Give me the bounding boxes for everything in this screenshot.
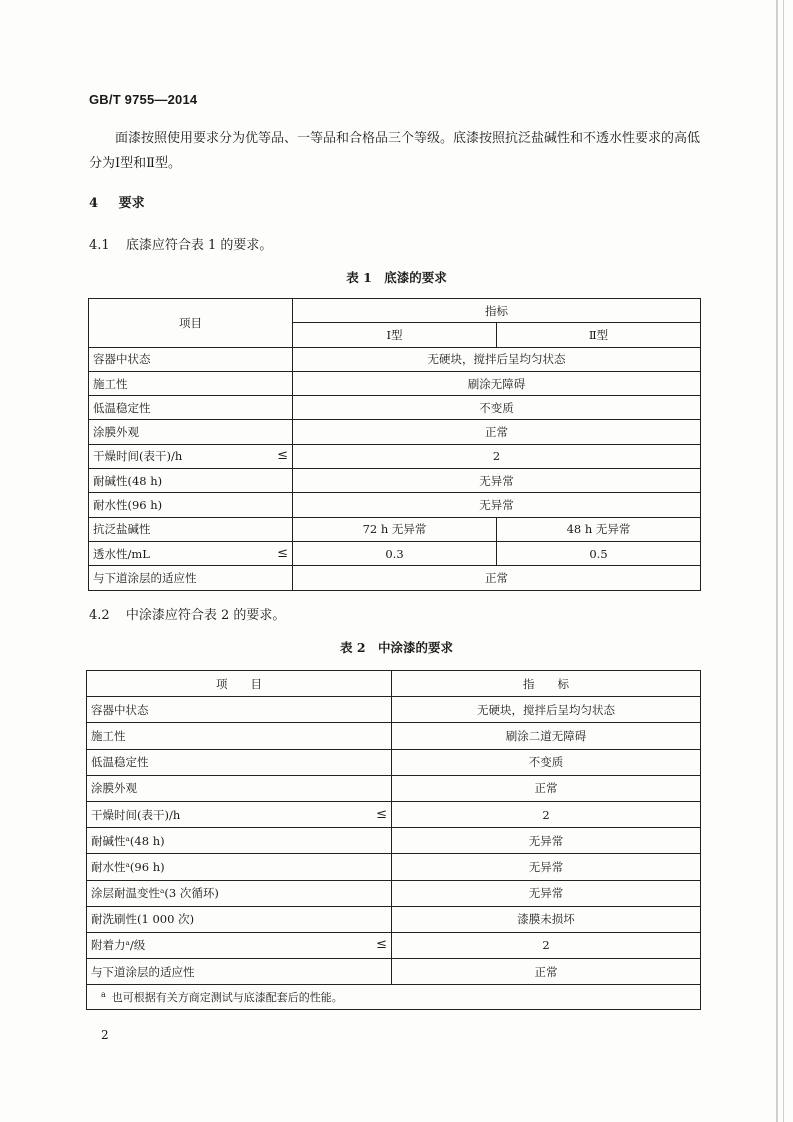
row-item: 施工性 — [89, 371, 293, 395]
row-value: 正常 — [392, 775, 701, 801]
table1-header-item: 项目 — [89, 299, 293, 348]
row-value: 无异常 — [293, 493, 701, 517]
row-item: 透水性/mL — [93, 546, 150, 561]
row-value: 无异常 — [293, 469, 701, 493]
row-item: 耐水性(96 h) — [89, 493, 293, 517]
row-value: 无异常 — [392, 828, 701, 854]
table-row — [89, 566, 701, 590]
row-value: 漆膜未损坏 — [392, 906, 701, 932]
row-item: 低温稳定性 — [89, 396, 293, 420]
table2-header-index: 指 标 — [392, 671, 701, 697]
footnote-cell — [87, 985, 701, 1010]
table-row — [87, 749, 701, 775]
page-number: 2 — [101, 1028, 109, 1042]
row-item-cell — [87, 932, 392, 958]
standard-code: GB/T 9755—2014 — [89, 92, 198, 107]
row-value-type2: 48 h 无异常 — [497, 517, 701, 541]
clause-number: 4.1 — [89, 238, 110, 253]
row-item: 与下道涂层的适应性 — [89, 566, 293, 590]
table-row — [89, 444, 701, 468]
clause-text: 中涂漆应符合表 2 的要求。 — [125, 608, 286, 623]
table-row — [87, 906, 701, 932]
table-row — [87, 697, 701, 723]
row-value: 刷涂无障碍 — [293, 371, 701, 395]
row-item: 干燥时间(表干)/h — [91, 807, 181, 822]
table1-caption: 表 1 底漆的要求 — [346, 270, 447, 285]
section-4-heading — [89, 192, 145, 211]
clause-number: 4.2 — [89, 608, 110, 623]
table-row — [89, 469, 701, 493]
clause-4-1 — [89, 234, 272, 253]
row-value: 正常 — [293, 566, 701, 590]
row-value: 不变质 — [293, 396, 701, 420]
table-row — [87, 828, 701, 854]
scan-edge-line — [783, 0, 784, 1122]
less-equal-symbol: ≤ — [376, 937, 387, 953]
row-item: 耐碱性ᵃ(48 h) — [87, 828, 392, 854]
table1-header-type1: Ⅰ型 — [293, 323, 497, 347]
row-value: 无硬块，搅拌后呈均匀状态 — [392, 697, 701, 723]
table1-header-type2: Ⅱ型 — [497, 323, 701, 347]
row-item: 涂膜外观 — [89, 420, 293, 444]
row-value: 无异常 — [392, 880, 701, 906]
row-item: 耐水性ᵃ(96 h) — [87, 854, 392, 880]
clause-4-2 — [89, 604, 285, 623]
row-value-type1: 72 h 无异常 — [293, 517, 497, 541]
row-item: 与下道涂层的适应性 — [87, 959, 392, 985]
row-value-type1: 0.3 — [293, 541, 497, 565]
table2-header-item: 项 目 — [87, 671, 392, 697]
table2-footnote — [87, 985, 701, 1010]
row-item: 干燥时间(表干)/h — [93, 449, 183, 464]
table2 — [86, 670, 701, 1010]
row-value: 2 — [392, 801, 701, 827]
less-equal-symbol: ≤ — [277, 448, 288, 464]
footnote-mark: a — [101, 989, 106, 999]
row-item-cell — [89, 541, 293, 565]
row-item: 附着力ᵃ/级 — [91, 938, 146, 953]
table1-header-index: 指标 — [293, 299, 701, 323]
row-item: 低温稳定性 — [87, 749, 392, 775]
row-value: 不变质 — [392, 749, 701, 775]
row-item: 施工性 — [87, 723, 392, 749]
table-row — [89, 541, 701, 565]
row-item: 涂膜外观 — [87, 775, 392, 801]
section-number: 4 — [89, 196, 99, 211]
less-equal-symbol: ≤ — [277, 545, 288, 561]
row-item-cell — [89, 444, 293, 468]
table-row — [89, 493, 701, 517]
table-row — [87, 932, 701, 958]
table-row — [89, 347, 701, 371]
row-value: 正常 — [392, 959, 701, 985]
table2-caption: 表 2 中涂漆的要求 — [339, 640, 454, 655]
row-item: 容器中状态 — [89, 347, 293, 371]
row-value-type2: 0.5 — [497, 541, 701, 565]
row-value: 正常 — [293, 420, 701, 444]
section-title: 要求 — [118, 196, 145, 211]
table-row — [87, 854, 701, 880]
table1 — [88, 298, 701, 591]
table-row — [89, 371, 701, 395]
row-value: 2 — [392, 932, 701, 958]
less-equal-symbol: ≤ — [376, 806, 387, 822]
table-row — [87, 775, 701, 801]
table-row — [87, 959, 701, 985]
row-value: 刷涂二道无障碍 — [392, 723, 701, 749]
row-item: 耐洗刷性(1 000 次) — [87, 906, 392, 932]
table-row — [89, 420, 701, 444]
scan-edge-line — [776, 0, 778, 1122]
table-row — [87, 801, 701, 827]
intro-paragraph: 面漆按照使用要求分为优等品、一等品和合格品三个等级。底漆按照抗泛盐碱性和不透水性要求的高低分为Ⅰ型和Ⅱ型。 — [89, 131, 701, 171]
row-value: 2 — [293, 444, 701, 468]
row-item: 涂层耐温变性ᵃ(3 次循环) — [87, 880, 392, 906]
table-row — [87, 723, 701, 749]
row-value: 无异常 — [392, 854, 701, 880]
row-item: 容器中状态 — [87, 697, 392, 723]
clause-text: 底漆应符合表 1 的要求。 — [125, 238, 273, 253]
table-row — [89, 396, 701, 420]
table-row — [89, 517, 701, 541]
footnote-text: 也可根据有关方商定测试与底漆配套后的性能。 — [111, 991, 343, 1005]
row-item: 抗泛盐碱性 — [89, 517, 293, 541]
row-item: 耐碱性(48 h) — [89, 469, 293, 493]
row-item-cell — [87, 801, 392, 827]
row-value: 无硬块，搅拌后呈均匀状态 — [293, 347, 701, 371]
table-row — [87, 880, 701, 906]
